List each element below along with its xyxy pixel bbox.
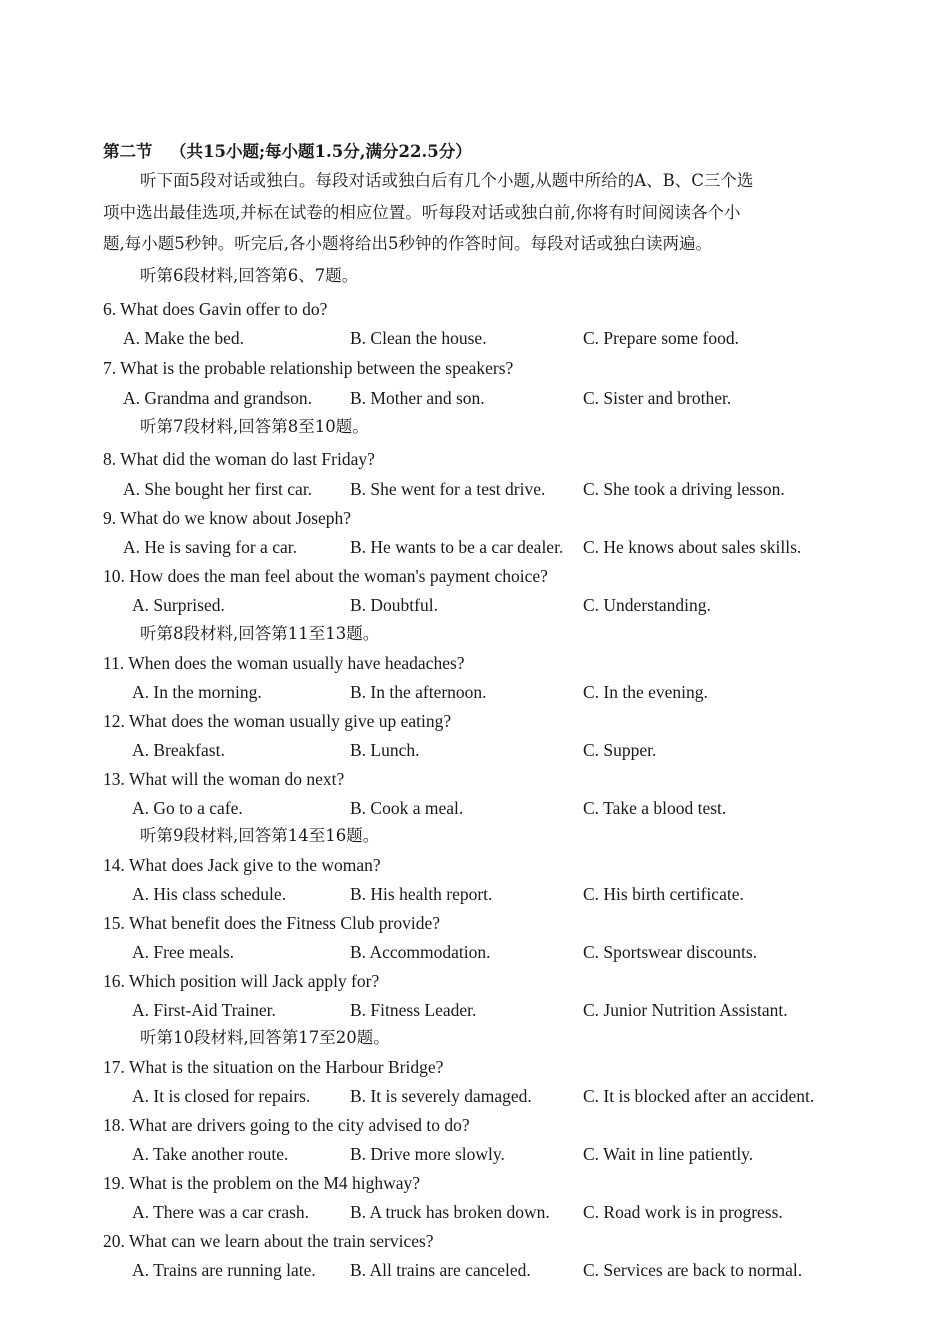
option-b[interactable]: B. Doubtful.: [350, 595, 438, 615]
option-c[interactable]: C. She took a driving lesson.: [583, 479, 785, 499]
option-a[interactable]: A. She bought her first car.: [123, 479, 313, 499]
group-intro: 听第9段材料,回答第14至16题。: [140, 826, 380, 845]
question-options: [0, 1140, 950, 1168]
option-c[interactable]: C. Sportswear discounts.: [583, 942, 758, 962]
question-options: [0, 324, 950, 352]
question-options: [0, 678, 950, 706]
option-a[interactable]: A. Free meals.: [132, 942, 235, 962]
option-a[interactable]: A. Trains are running late.: [132, 1260, 316, 1280]
option-c[interactable]: C. Sister and brother.: [583, 388, 732, 408]
option-a[interactable]: A. Go to a cafe.: [132, 798, 243, 818]
question-options: [0, 736, 950, 764]
question-stem: 6. What does Gavin offer to do?: [103, 299, 328, 319]
question-options: [0, 384, 950, 412]
option-c[interactable]: C. Services are back to normal.: [583, 1260, 803, 1280]
question-options: [0, 1256, 950, 1284]
option-c[interactable]: C. Road work is in progress.: [583, 1202, 783, 1222]
question-stem: 20. What can we learn about the train services?: [103, 1231, 434, 1251]
question-stem: 13. What will the woman do next?: [103, 769, 345, 789]
option-c[interactable]: C. In the evening.: [583, 682, 708, 702]
question-options: [0, 1198, 950, 1226]
group-intro: 听第8段材料,回答第11至13题。: [140, 624, 380, 643]
option-c[interactable]: C. He knows about sales skills.: [583, 537, 802, 557]
question-stem: 7. What is the probable relationship between the speakers?: [103, 358, 514, 378]
option-b[interactable]: B. Drive more slowly.: [350, 1144, 505, 1164]
group-intro: 听第10段材料,回答第17至20题。: [140, 1028, 390, 1047]
option-b[interactable]: B. Clean the house.: [350, 328, 487, 348]
option-a[interactable]: A. It is closed for repairs.: [132, 1086, 311, 1106]
section-title: 第二节: [103, 142, 153, 161]
question-options: [0, 591, 950, 619]
question-options: [0, 996, 950, 1024]
question-options: [0, 938, 950, 966]
question-stem: 18. What are drivers going to the city advised to do?: [103, 1115, 470, 1135]
option-b[interactable]: B. Cook a meal.: [350, 798, 464, 818]
option-b[interactable]: B. It is severely damaged.: [350, 1086, 532, 1106]
question-stem: 11. When does the woman usually have headaches?: [103, 653, 465, 673]
option-a[interactable]: A. Breakfast.: [132, 740, 225, 760]
option-b[interactable]: B. He wants to be a car dealer.: [350, 537, 564, 557]
option-c[interactable]: C. It is blocked after an accident.: [583, 1086, 815, 1106]
question-stem: 19. What is the problem on the M4 highway?: [103, 1173, 421, 1193]
option-c[interactable]: C. His birth certificate.: [583, 884, 744, 904]
option-b[interactable]: B. All trains are canceled.: [350, 1260, 531, 1280]
option-a[interactable]: A. Surprised.: [132, 595, 225, 615]
question-stem: 15. What benefit does the Fitness Club provide?: [103, 913, 440, 933]
option-b[interactable]: B. She went for a test drive.: [350, 479, 546, 499]
option-a[interactable]: A. First-Aid Trainer.: [132, 1000, 276, 1020]
option-b[interactable]: B. His health report.: [350, 884, 493, 904]
option-c[interactable]: C. Take a blood test.: [583, 798, 727, 818]
option-b[interactable]: B. Lunch.: [350, 740, 420, 760]
question-stem: 12. What does the woman usually give up eating?: [103, 711, 452, 731]
option-c[interactable]: C. Supper.: [583, 740, 657, 760]
question-stem: 10. How does the man feel about the woman's payment choice?: [103, 566, 548, 586]
option-b[interactable]: B. Accommodation.: [350, 942, 491, 962]
section-heading: [0, 138, 950, 166]
question-stem: 8. What did the woman do last Friday?: [103, 449, 375, 469]
question-options: [0, 794, 950, 822]
group-intro: 听第6段材料,回答第6、7题。: [140, 266, 359, 285]
option-c[interactable]: C. Understanding.: [583, 595, 711, 615]
instructions-line: 听下面5段对话或独白。每段对话或独白后有几个小题,从题中所给的A、B、C三个选: [140, 171, 754, 190]
group-intro: 听第7段材料,回答第8至10题。: [140, 417, 369, 436]
option-b[interactable]: B. Mother and son.: [350, 388, 485, 408]
option-b[interactable]: B. Fitness Leader.: [350, 1000, 477, 1020]
question-stem: 9. What do we know about Joseph?: [103, 508, 352, 528]
option-c[interactable]: C. Junior Nutrition Assistant.: [583, 1000, 788, 1020]
question-stem: 16. Which position will Jack apply for?: [103, 971, 380, 991]
option-b[interactable]: B. In the afternoon.: [350, 682, 487, 702]
instructions-line: 项中选出最佳选项,并标在试卷的相应位置。听每段对话或独白前,你将有时间阅读各个小: [103, 203, 741, 222]
question-options: [0, 475, 950, 503]
option-b[interactable]: B. A truck has broken down.: [350, 1202, 550, 1222]
option-a[interactable]: A. In the morning.: [132, 682, 262, 702]
option-a[interactable]: A. Take another route.: [132, 1144, 289, 1164]
question-stem: 14. What does Jack give to the woman?: [103, 855, 381, 875]
option-a[interactable]: A. His class schedule.: [132, 884, 287, 904]
question-options: [0, 880, 950, 908]
option-c[interactable]: C. Wait in line patiently.: [583, 1144, 754, 1164]
option-a[interactable]: A. There was a car crash.: [132, 1202, 310, 1222]
instructions-line: 题,每小题5秒钟。听完后,各小题将给出5秒钟的作答时间。每段对话或独白读两遍。: [103, 234, 712, 253]
option-a[interactable]: A. Grandma and grandson.: [123, 388, 313, 408]
option-c[interactable]: C. Prepare some food.: [583, 328, 740, 348]
question-options: [0, 533, 950, 561]
option-a[interactable]: A. Make the bed.: [123, 328, 245, 348]
section-score-info: （共15小题;每小题1.5分,满分22.5分）: [170, 142, 472, 161]
question-stem: 17. What is the situation on the Harbour Bridge?: [103, 1057, 444, 1077]
question-options: [0, 1082, 950, 1110]
option-a[interactable]: A. He is saving for a car.: [123, 537, 297, 557]
